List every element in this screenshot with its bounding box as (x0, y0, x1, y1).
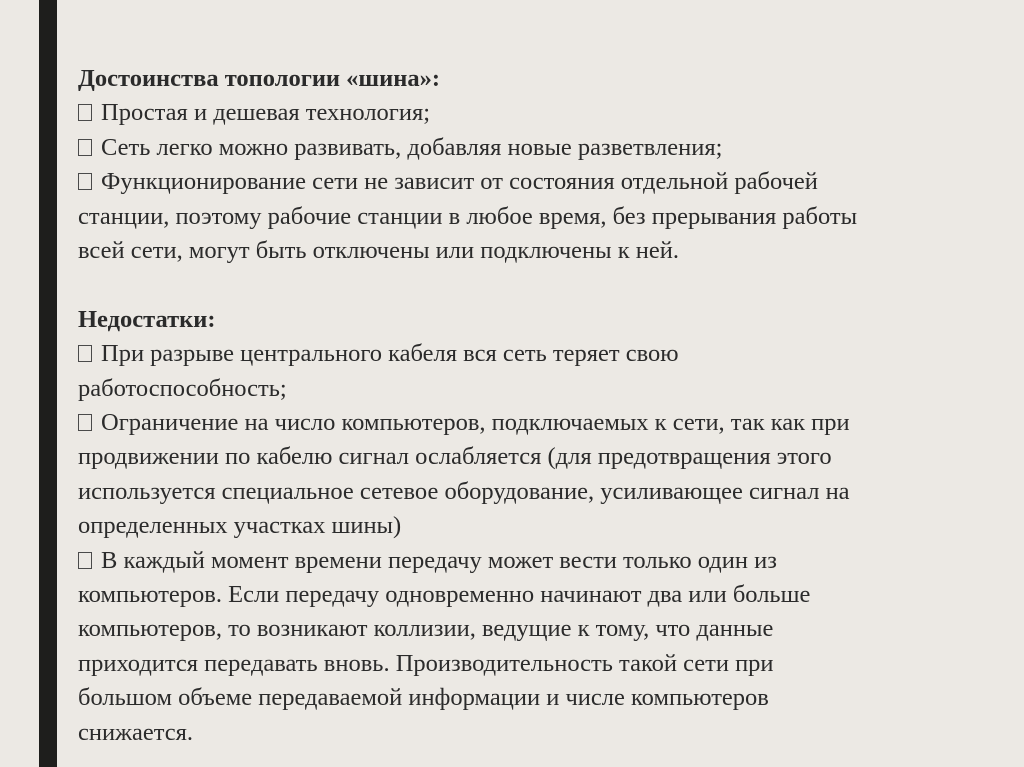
bullet-box-icon (78, 414, 92, 431)
advantage-item-3-cont: всей сети, могут быть отключены или подключены к ней. (78, 237, 680, 265)
slide-content (78, 62, 998, 750)
disadvantage-item-2-cont: продвижении по кабелю сигнал ослабляется (для предотвращения этого (78, 443, 832, 471)
disadvantage-item-1-cont: работоспособность; (78, 374, 287, 402)
left-accent-bar (39, 0, 57, 767)
bullet-box-icon (78, 552, 92, 569)
advantage-item-3: Функционирование сети не зависит от состояния отдельной рабочей (78, 165, 998, 199)
disadvantage-item-3-cont: большом объеме передаваемой информации и числе компьютеров (78, 684, 769, 712)
advantage-item-2: Сеть легко можно развивать, добавляя новые разветвления; (78, 131, 998, 165)
advantages-heading: Достоинства топологии «шина»: (78, 65, 440, 92)
advantage-item-3-cont: станции, поэтому рабочие станции в любое время, без прерывания работы (78, 202, 858, 230)
disadvantage-item-3-cont: компьютеров. Если передачу одновременно начинают два или больше (78, 581, 811, 609)
disadvantage-item-3-cont: снижается. (78, 718, 194, 746)
disadvantage-item-2-cont: используется специальное сетевое оборудование, усиливающее сигнал на (78, 477, 850, 505)
disadvantage-item-2: Ограничение на число компьютеров, подключаемых к сети, так как при (78, 406, 998, 440)
disadvantage-item-2-cont: определенных участках шины) (78, 512, 402, 540)
disadvantage-item-3-cont: компьютеров, то возникают коллизии, ведущие к тому, что данные (78, 615, 774, 643)
advantage-item-1: Простая и дешевая технология; (78, 96, 998, 130)
bullet-box-icon (78, 345, 92, 362)
bullet-box-icon (78, 104, 92, 121)
disadvantage-item-3-cont: приходится передавать вновь. Производительность такой сети при (78, 649, 774, 677)
disadvantages-heading: Недостатки: (78, 305, 216, 333)
disadvantage-item-1: При разрыве центрального кабеля вся сеть теряет свою (78, 337, 998, 371)
section-gap (78, 268, 998, 302)
bullet-box-icon (78, 173, 92, 190)
disadvantage-item-3: В каждый момент времени передачу может вести только один из (78, 544, 998, 578)
bullet-box-icon (78, 139, 92, 156)
